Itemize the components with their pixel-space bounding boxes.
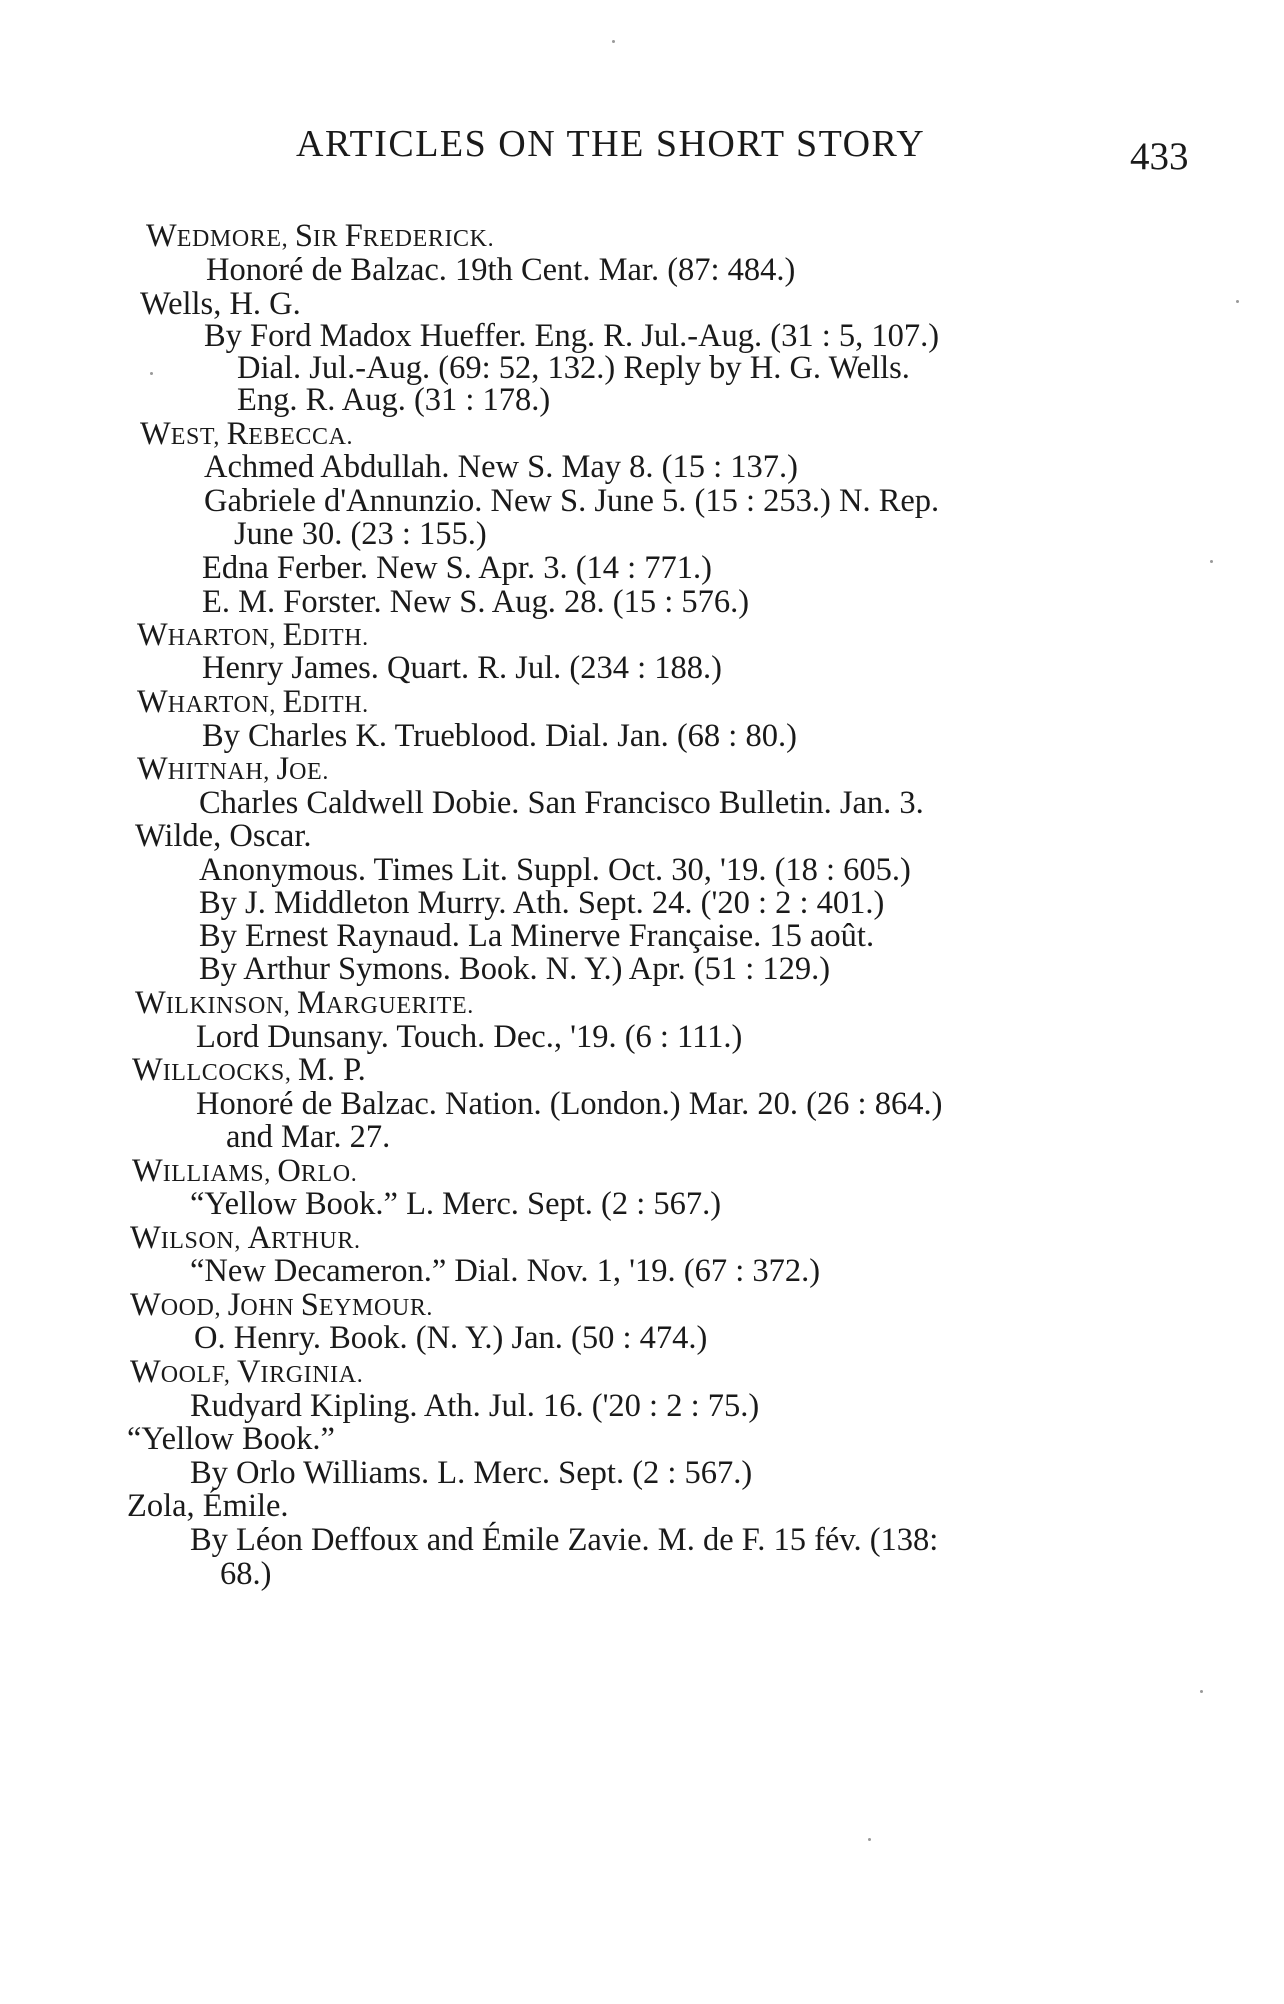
heading-initial: W <box>132 1052 163 1088</box>
author-heading <box>132 1052 366 1088</box>
heading-initial: J <box>276 751 290 787</box>
running-head: ARTICLES ON THE SHORT STORY <box>296 123 926 165</box>
heading-smallcaps: ARGUERITE. <box>325 993 474 1019</box>
entry-line: By J. Middleton Murry. Ath. Sept. 24. ('20 : 2 : 401.) <box>199 885 885 921</box>
heading-smallcaps: DITH. <box>302 692 369 718</box>
entry-line: Honoré de Balzac. 19th Cent. Mar. (87: 484.) <box>206 252 796 288</box>
heading-initial: S <box>300 1287 319 1323</box>
author-heading: Wilde, Oscar. <box>135 818 312 854</box>
heading-initial: W <box>137 684 168 720</box>
entry-heading: “Yellow Book.” <box>127 1421 335 1457</box>
author-heading: Wells, H. G. <box>140 286 301 322</box>
entry-line: Charles Caldwell Dobie. San Francisco Bulletin. Jan. 3. <box>199 785 924 821</box>
heading-initial: W <box>135 985 166 1021</box>
entry-line: Gabriele d'Annunzio. New S. June 5. (15 : 253.) N. Rep. <box>204 483 940 519</box>
heading-initial: M <box>297 985 326 1021</box>
heading-initial: W <box>146 218 177 254</box>
heading-smallcaps: HARTON, <box>167 692 283 718</box>
heading-initial: W <box>137 751 168 787</box>
heading-initial: E <box>282 684 303 720</box>
scan-speck <box>150 372 153 375</box>
entry-line: Rudyard Kipling. Ath. Jul. 16. ('20 : 2 : 75.) <box>190 1388 760 1424</box>
entry-line: Dial. Jul.-Aug. (69: 52, 132.) Reply by H. G. Wells. <box>237 350 910 386</box>
heading-smallcaps: ILLIAMS, <box>162 1161 278 1187</box>
entry-line: “Yellow Book.” L. Merc. Sept. (2 : 567.) <box>190 1186 722 1222</box>
heading-initial: O <box>277 1153 301 1189</box>
author-heading <box>132 1153 357 1189</box>
heading-smallcaps: EDMORE, <box>176 226 295 252</box>
heading-smallcaps: ILLCOCKS, <box>162 1060 299 1086</box>
entry-line: Lord Dunsany. Touch. Dec., '19. (6 : 111.) <box>196 1019 743 1055</box>
entry-line: By Ford Madox Hueffer. Eng. R. Jul.-Aug. (31 : 5, 107.) <box>204 318 940 354</box>
heading-initial: W <box>130 1287 161 1323</box>
scan-speck <box>612 40 615 43</box>
heading-smallcaps: OHN <box>240 1295 301 1321</box>
author-heading <box>135 985 474 1021</box>
heading-smallcaps: EST, <box>170 424 227 450</box>
entry-line: E. M. Forster. New S. Aug. 28. (15 : 576.) <box>202 584 750 620</box>
entry-line: By Arthur Symons. Book. N. Y.) Apr. (51 : 129.) <box>199 951 831 987</box>
page-number: 433 <box>1130 135 1189 178</box>
scan-speck <box>1210 560 1213 563</box>
author-heading <box>137 751 329 787</box>
heading-initial: E <box>282 617 303 653</box>
heading-smallcaps: ILSON, <box>160 1228 248 1254</box>
entry-line: Achmed Abdullah. New S. May 8. (15 : 137.) <box>204 449 798 485</box>
entry-line: 68.) <box>220 1556 272 1592</box>
heading-smallcaps: HITNAH, <box>167 759 277 785</box>
heading-initial: A <box>247 1220 272 1256</box>
scan-speck <box>868 1838 871 1841</box>
heading-smallcaps: IRGINIA. <box>260 1362 364 1388</box>
heading-smallcaps: DITH. <box>302 625 369 651</box>
heading-smallcaps: EYMOUR. <box>318 1295 434 1321</box>
heading-initial: W <box>130 1220 161 1256</box>
entry-line: By Orlo Williams. L. Merc. Sept. (2 : 567.) <box>190 1455 753 1491</box>
heading-smallcaps: OOLF, <box>160 1362 238 1388</box>
entry-line: Henry James. Quart. R. Jul. (234 : 188.) <box>202 650 722 686</box>
entry-line: and Mar. 27. <box>226 1119 391 1155</box>
scan-speck <box>1236 300 1239 303</box>
entry-line: June 30. (23 : 155.) <box>234 516 487 552</box>
heading-smallcaps: REDERICK. <box>362 226 495 252</box>
author-heading <box>130 1287 433 1323</box>
heading-initial: M. P. <box>298 1052 366 1088</box>
heading-initial: S <box>294 218 313 254</box>
heading-smallcaps: RLO. <box>300 1161 358 1187</box>
heading-smallcaps: RTHUR. <box>271 1228 361 1254</box>
author-heading: Zola, Émile. <box>127 1488 289 1524</box>
heading-smallcaps: OE. <box>289 759 329 785</box>
author-heading <box>137 684 369 720</box>
author-heading <box>130 1220 361 1256</box>
entry-line: Edna Ferber. New S. Apr. 3. (14 : 771.) <box>202 550 713 586</box>
heading-smallcaps: EBECCA. <box>248 424 354 450</box>
entry-line: By Léon Deffoux and Émile Zavie. M. de F. 15 fév. (138: <box>190 1522 939 1558</box>
heading-initial: V <box>237 1354 261 1390</box>
heading-initial: W <box>130 1354 161 1390</box>
heading-initial: W <box>140 416 171 452</box>
entry-line: Honoré de Balzac. Nation. (London.) Mar. 20. (26 : 864.) <box>196 1086 943 1122</box>
scan-speck <box>1200 1690 1203 1693</box>
entry-line: By Charles K. Trueblood. Dial. Jan. (68 : 80.) <box>202 718 797 754</box>
entry-line: By Ernest Raynaud. La Minerve Française. 15 août. <box>199 918 875 954</box>
heading-initial: F <box>344 218 363 254</box>
heading-initial: R <box>226 416 249 452</box>
entry-line: “New Decameron.” Dial. Nov. 1, '19. (67 : 372.) <box>190 1253 821 1289</box>
author-heading <box>137 617 369 653</box>
author-heading <box>140 416 353 452</box>
heading-initial: W <box>137 617 168 653</box>
heading-initial: J <box>227 1287 241 1323</box>
heading-initial: W <box>132 1153 163 1189</box>
entry-line: O. Henry. Book. (N. Y.) Jan. (50 : 474.) <box>194 1320 708 1356</box>
entry-line: Eng. R. Aug. (31 : 178.) <box>237 382 551 418</box>
heading-smallcaps: IR <box>312 226 345 252</box>
heading-smallcaps: OOD, <box>160 1295 228 1321</box>
author-heading <box>130 1354 363 1390</box>
entry-line: Anonymous. Times Lit. Suppl. Oct. 30, '19. (18 : 605.) <box>199 852 911 888</box>
heading-smallcaps: HARTON, <box>167 625 283 651</box>
heading-smallcaps: ILKINSON, <box>165 993 298 1019</box>
author-heading <box>146 218 494 254</box>
